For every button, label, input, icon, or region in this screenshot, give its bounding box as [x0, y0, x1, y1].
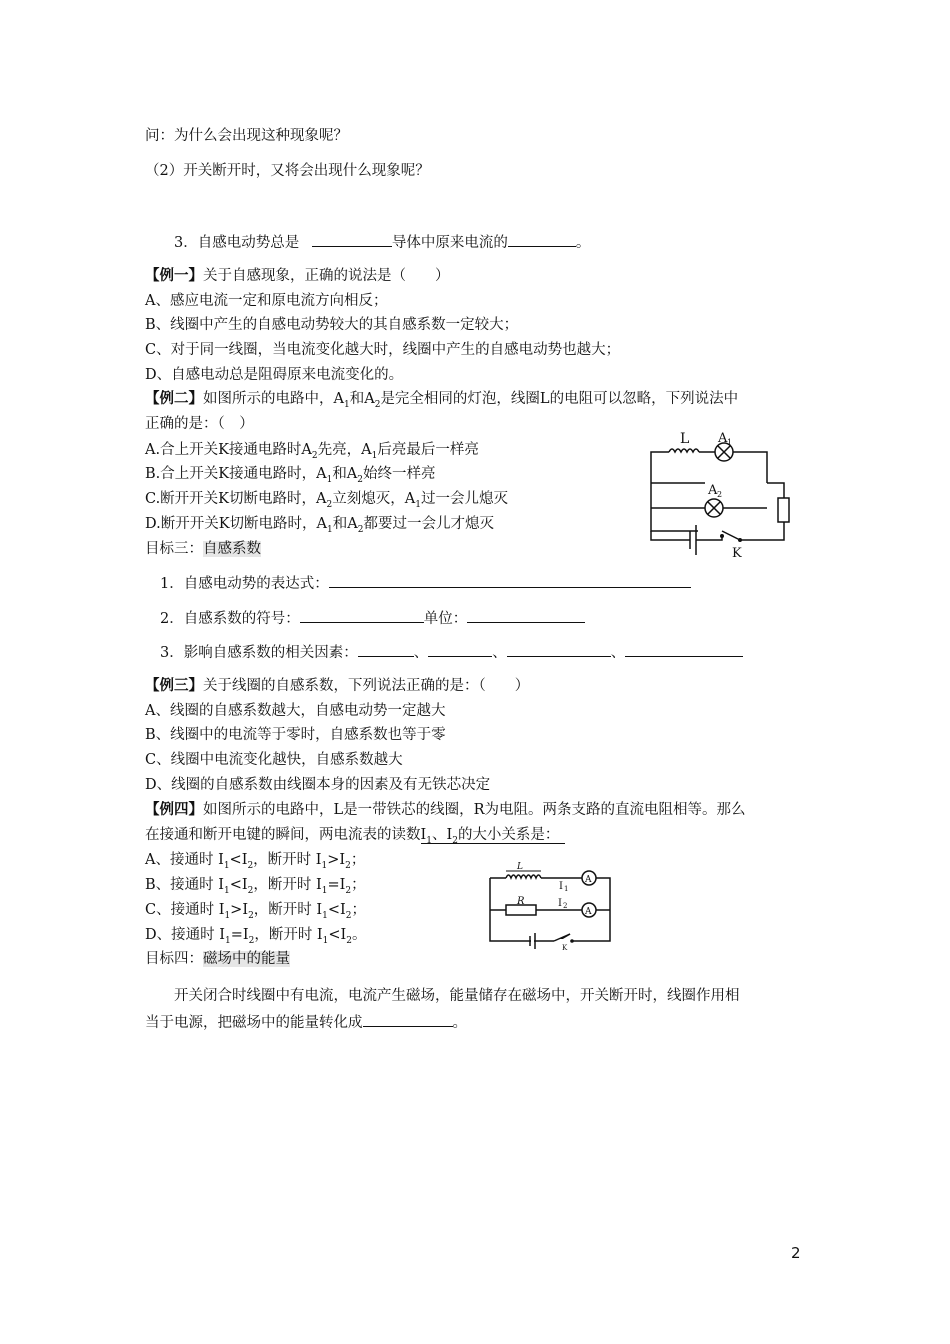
blank — [358, 642, 414, 657]
example-3-option-c: C、线圈中电流变化越快，自感系数越大 — [145, 752, 403, 768]
label-i2: I — [558, 898, 562, 909]
example-3-option-b: B、线圈中的电流等于零时，自感系数也等于零 — [145, 727, 446, 743]
label-a1: A — [718, 431, 728, 446]
switch-k — [722, 531, 740, 540]
blank — [467, 608, 585, 623]
example-3-option-a: A、线圈的自感系数越大，自感电动势一定越大 — [145, 703, 446, 719]
goal-3-item-2: 2．自感系数的符号： 单位： — [160, 608, 585, 629]
label-r: R — [517, 896, 525, 907]
example-4-option-d: D、接通时 $I_1=I_2$，断开时 $I_1<I_2$。 — [145, 927, 367, 946]
example-2-stem-2: 正确的是：（ ） — [145, 416, 254, 432]
label-k: K — [562, 944, 568, 952]
example-2-stem: 【例二】如图所示的电路中，$A_1$和$A_2$是完全相同的灯泡，线圈L的电阻可以忽略，下列说法中 — [145, 390, 739, 410]
label-ammeter-1: A — [585, 875, 592, 885]
blank — [312, 232, 392, 247]
circuit-diagram-example-2 — [632, 428, 807, 560]
example-4-option-b: B、接通时 $I_1<I_2$，断开时 $I_1=I_2$； — [145, 877, 366, 896]
example-2-option-d: D.断开开关K切断电路时，$A_1$和$A_2$都要过一会儿才熄灭 — [145, 516, 494, 535]
example-2-option-c: C.断开开关K切断电路时，$A_2$立刻熄灭，$A_1$过一会儿熄灭 — [145, 491, 508, 510]
example-3-option-d: D、线圈的自感系数由线圈本身的因素及有无铁芯决定 — [145, 777, 491, 793]
example-2-option-a: A.合上开关K接通电路时$A_2$先亮，$A_1$后亮最后一样亮 — [145, 442, 479, 461]
fill-in-3: 3．自感电动势总是 导体中原来电流的 。 — [174, 232, 590, 253]
resistor — [778, 498, 789, 522]
battery — [690, 525, 696, 555]
question-why: 问：为什么会出现这种现象呢？ — [145, 128, 348, 144]
wire — [651, 452, 669, 468]
energy-paragraph-line-1: 开关闭合时线圈中有电流，电流产生磁场，能量储存在磁场中，开关断开时，线圈作用相 — [174, 988, 740, 1004]
page-number: 2 — [791, 1244, 801, 1262]
svg-text:2: 2 — [717, 490, 723, 499]
svg-text:1: 1 — [727, 438, 733, 447]
label-l: L — [680, 431, 690, 447]
example-1-option-a: A、感应电流一定和原电流方向相反； — [145, 293, 388, 309]
label-k: K — [732, 546, 742, 561]
inductor-coil — [506, 875, 541, 878]
wire — [651, 468, 698, 531]
blank — [329, 573, 691, 588]
example-4-option-a: A、接通时 $I_1<I_2$，断开时 $I_1>I_2$； — [145, 852, 366, 871]
blank — [300, 608, 424, 623]
svg-text:2: 2 — [563, 902, 568, 910]
label-a2: A — [708, 483, 718, 498]
inductor-coil — [669, 449, 699, 452]
circuit-diagram-example-4 — [484, 858, 616, 952]
example-4-option-c: C、接通时 $I_1>I_2$，断开时 $I_1<I_2$； — [145, 902, 366, 921]
example-4-stem-2: 在接通和断开电键的瞬间，两电流表的读数$I_1$、$I_2$的大小关系是： — [145, 825, 565, 845]
svg-text:1: 1 — [564, 885, 569, 893]
wire — [740, 522, 784, 540]
question-switch-open: （2）开关断开时，又将会出现什么现象呢？ — [145, 163, 430, 179]
blank — [507, 642, 611, 657]
label-ammeter-2: A — [585, 907, 592, 917]
goal-3-item-1: 1．自感电动势的表达式： — [160, 573, 691, 594]
example-1-option-b: B、线圈中产生的自感电动势较大的其自感系数一定较大； — [145, 317, 519, 333]
blank — [363, 1012, 453, 1027]
wire — [733, 452, 767, 483]
energy-paragraph-line-2: 当于电源，把磁场中的能量转化成 。 — [145, 1012, 467, 1033]
blank — [508, 232, 576, 247]
blank — [428, 642, 492, 657]
example-1-stem: 【例一】关于自感现象，正确的说法是（ ） — [145, 267, 450, 284]
goal-3-heading: 目标三：自感系数 — [145, 541, 261, 557]
goal-4-heading: 目标四：磁场中的能量 — [145, 951, 290, 967]
goal-3-item-3: 3．影响自感系数的相关因素： 、 、 、 — [160, 642, 743, 663]
wire — [767, 483, 784, 498]
label-i1: I — [559, 881, 563, 892]
label-l: L — [517, 862, 523, 872]
example-1-option-d: D、自感电动总是阻碍原来电流变化的。 — [145, 367, 404, 383]
example-3-stem: 【例三】关于线圈的自感系数，下列说法正确的是：（ ） — [145, 677, 530, 694]
example-1-option-c: C、对于同一线圈，当电流变化越大时，线圈中产生的自感电动势也越大； — [145, 342, 621, 358]
wire — [696, 536, 722, 540]
blank — [625, 642, 743, 657]
wire — [651, 531, 690, 540]
example-4-stem: 【例四】如图所示的电路中，L是一带铁芯的线圈，R为电阻。两条支路的直流电阻相等。那么 — [145, 801, 746, 818]
example-2-option-b: B.合上开关K接通电路时，$A_1$和$A_2$始终一样亮 — [145, 466, 436, 485]
